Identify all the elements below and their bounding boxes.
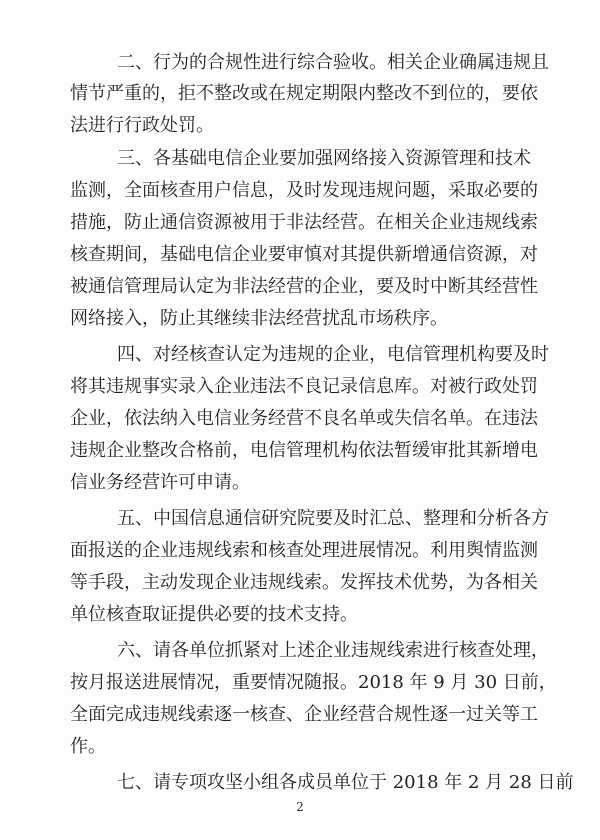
text-line: 监测，全面核查用户信息，及时发现违规问题，采取必要的 (70, 180, 538, 201)
text-line: 五、中国信息通信研究院要及时汇总、整理和分析各方 (117, 508, 549, 529)
text-line: 违规企业整改合格前，电信管理机构依法暂缓审批其新增电 (70, 440, 538, 461)
page-number: 2 (296, 800, 304, 814)
text-line: 二、行为的合规性进行综合验收。相关企业确属违规且 (117, 52, 549, 73)
text-line: 全面完成违规线索逐一核查、企业经营合规性逐一过关等工 (70, 704, 538, 725)
text-line: 被通信管理局认定为非法经营的企业，要及时中断其经营性 (70, 276, 538, 297)
text-line: 核查期间，基础电信企业要审慎对其提供新增通信资源，对 (70, 244, 538, 265)
text-line: 三、各基础电信企业要加强网络接入资源管理和技术 (117, 148, 531, 169)
text-line: 单位核查取证提供必要的技术支持。 (70, 604, 358, 625)
text-line: 六、请各单位抓紧对上述企业违规线索进行核查处理， (117, 640, 549, 661)
text-line: 面报送的企业违规线索和核查处理进展情况。利用舆情监测 (70, 540, 538, 561)
text-line: 措施，防止通信资源被用于非法经营。在相关企业违规线索 (70, 212, 538, 233)
text-line: 按月报送进展情况，重要情况随报。2018 年 9 月 30 日前， (70, 672, 557, 693)
text-line: 将其违规事实录入企业违法不良记录信息库。对被行政处罚 (70, 376, 538, 397)
text-line: 作。 (70, 736, 106, 757)
text-line: 七、请专项攻坚小组各成员单位于 2018 年 2 月 28 日前 (117, 772, 574, 793)
text-line: 等手段，主动发现企业违规线索。发挥技术优势，为各相关 (70, 572, 538, 593)
text-line: 情节严重的，拒不整改或在规定期限内整改不到位的，要依 (70, 83, 538, 104)
text-line: 四、对经核查认定为违规的企业，电信管理机构要及时 (117, 344, 549, 365)
text-line: 信业务经营许可申请。 (70, 472, 250, 493)
text-line: 企业，依法纳入电信业务经营不良名单或失信名单。在违法 (70, 408, 538, 429)
text-line: 法进行行政处罚。 (70, 115, 214, 136)
text-line: 网络接入，防止其继续非法经营扰乱市场秩序。 (70, 308, 448, 329)
